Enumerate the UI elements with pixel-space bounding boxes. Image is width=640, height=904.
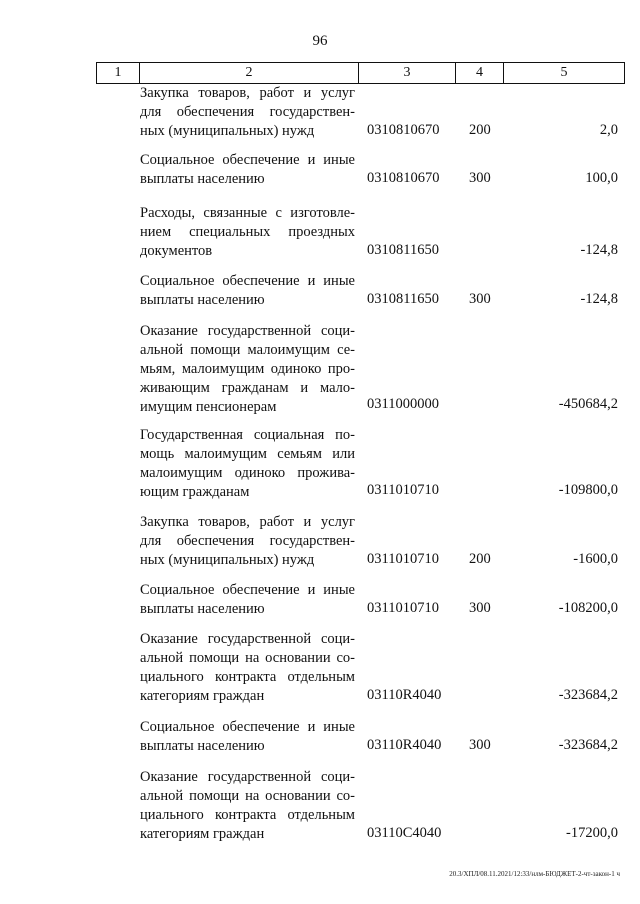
row-code: 0310811650 — [367, 291, 439, 307]
row-description: Закупка товаров, работ и услуг для обеспечения государствен-ных (муниципальных) нужд — [140, 85, 355, 139]
column-header-4: 4 — [456, 63, 504, 83]
row-amount: -450684,2 — [558, 396, 618, 412]
row-amount: -323684,2 — [558, 687, 618, 703]
row-description: Государственная социальная по-мощь малоимущим семьям или малоимущим одиноко прожива-ющим гражданам — [140, 427, 355, 500]
table-header — [96, 62, 625, 84]
row-amount: -17200,0 — [566, 825, 618, 841]
column-header-3: 3 — [359, 63, 456, 83]
row-description: Оказание государственной соци-альной помощи на основании со-циального контракта отдельным категориям граждан — [140, 631, 355, 704]
row-description: Закупка товаров, работ и услуг для обеспечения государствен-ных (муниципальных) нужд — [140, 514, 355, 568]
row-description: Оказание государственной соци-альной помощи на основании со-циального контракта отдельным категориям граждан — [140, 769, 355, 842]
row-code: 0310810670 — [367, 122, 440, 138]
row-type: 300 — [469, 600, 491, 616]
row-description: Социальное обеспечение и иные выплаты населению — [140, 582, 355, 617]
row-type: 200 — [469, 122, 491, 138]
page-number: 96 — [312, 33, 328, 49]
row-type: 300 — [469, 737, 491, 753]
row-amount: 2,0 — [599, 122, 618, 138]
row-amount: -109800,0 — [558, 482, 618, 498]
row-code: 03110С4040 — [367, 825, 442, 841]
row-amount: -124,8 — [580, 242, 618, 258]
row-code: 0311000000 — [367, 396, 439, 412]
column-header-2: 2 — [140, 63, 359, 83]
row-code: 0310811650 — [367, 242, 439, 258]
row-code: 0311010710 — [367, 551, 439, 567]
row-amount: -323684,2 — [558, 737, 618, 753]
row-type: 300 — [469, 291, 491, 307]
footer-stamp: 20.3/ХПЛ/08.11.2021/12:33/нлм-БЮДЖЕТ-2-чт-закон-1 ч — [449, 870, 620, 878]
row-amount: 100,0 — [585, 170, 618, 186]
row-amount: -124,8 — [580, 291, 618, 307]
row-amount: -108200,0 — [558, 600, 618, 616]
column-header-5: 5 — [560, 65, 568, 80]
row-code: 0310810670 — [367, 170, 440, 186]
row-code: 0311010710 — [367, 600, 439, 616]
row-code: 03110R4040 — [367, 687, 442, 703]
column-header-1: 1 — [97, 63, 140, 83]
row-code: 0311010710 — [367, 482, 439, 498]
row-type: 200 — [469, 551, 491, 567]
row-description: Оказание государственной соци-альной помощи малоимущим се-мьям, малоимущим одиноко про-живающим гражданам и мало-имущим пенсионерам — [140, 323, 355, 415]
row-description: Социальное обеспечение и иные выплаты населению — [140, 152, 355, 187]
row-type: 300 — [469, 170, 491, 186]
row-description: Социальное обеспечение и иные выплаты населению — [140, 719, 355, 754]
row-description: Расходы, связанные с изготовле-нием специальных проездных документов — [140, 205, 355, 259]
row-code: 03110R4040 — [367, 737, 442, 753]
row-description: Социальное обеспечение и иные выплаты населению — [140, 273, 355, 308]
row-amount: -1600,0 — [573, 551, 618, 567]
